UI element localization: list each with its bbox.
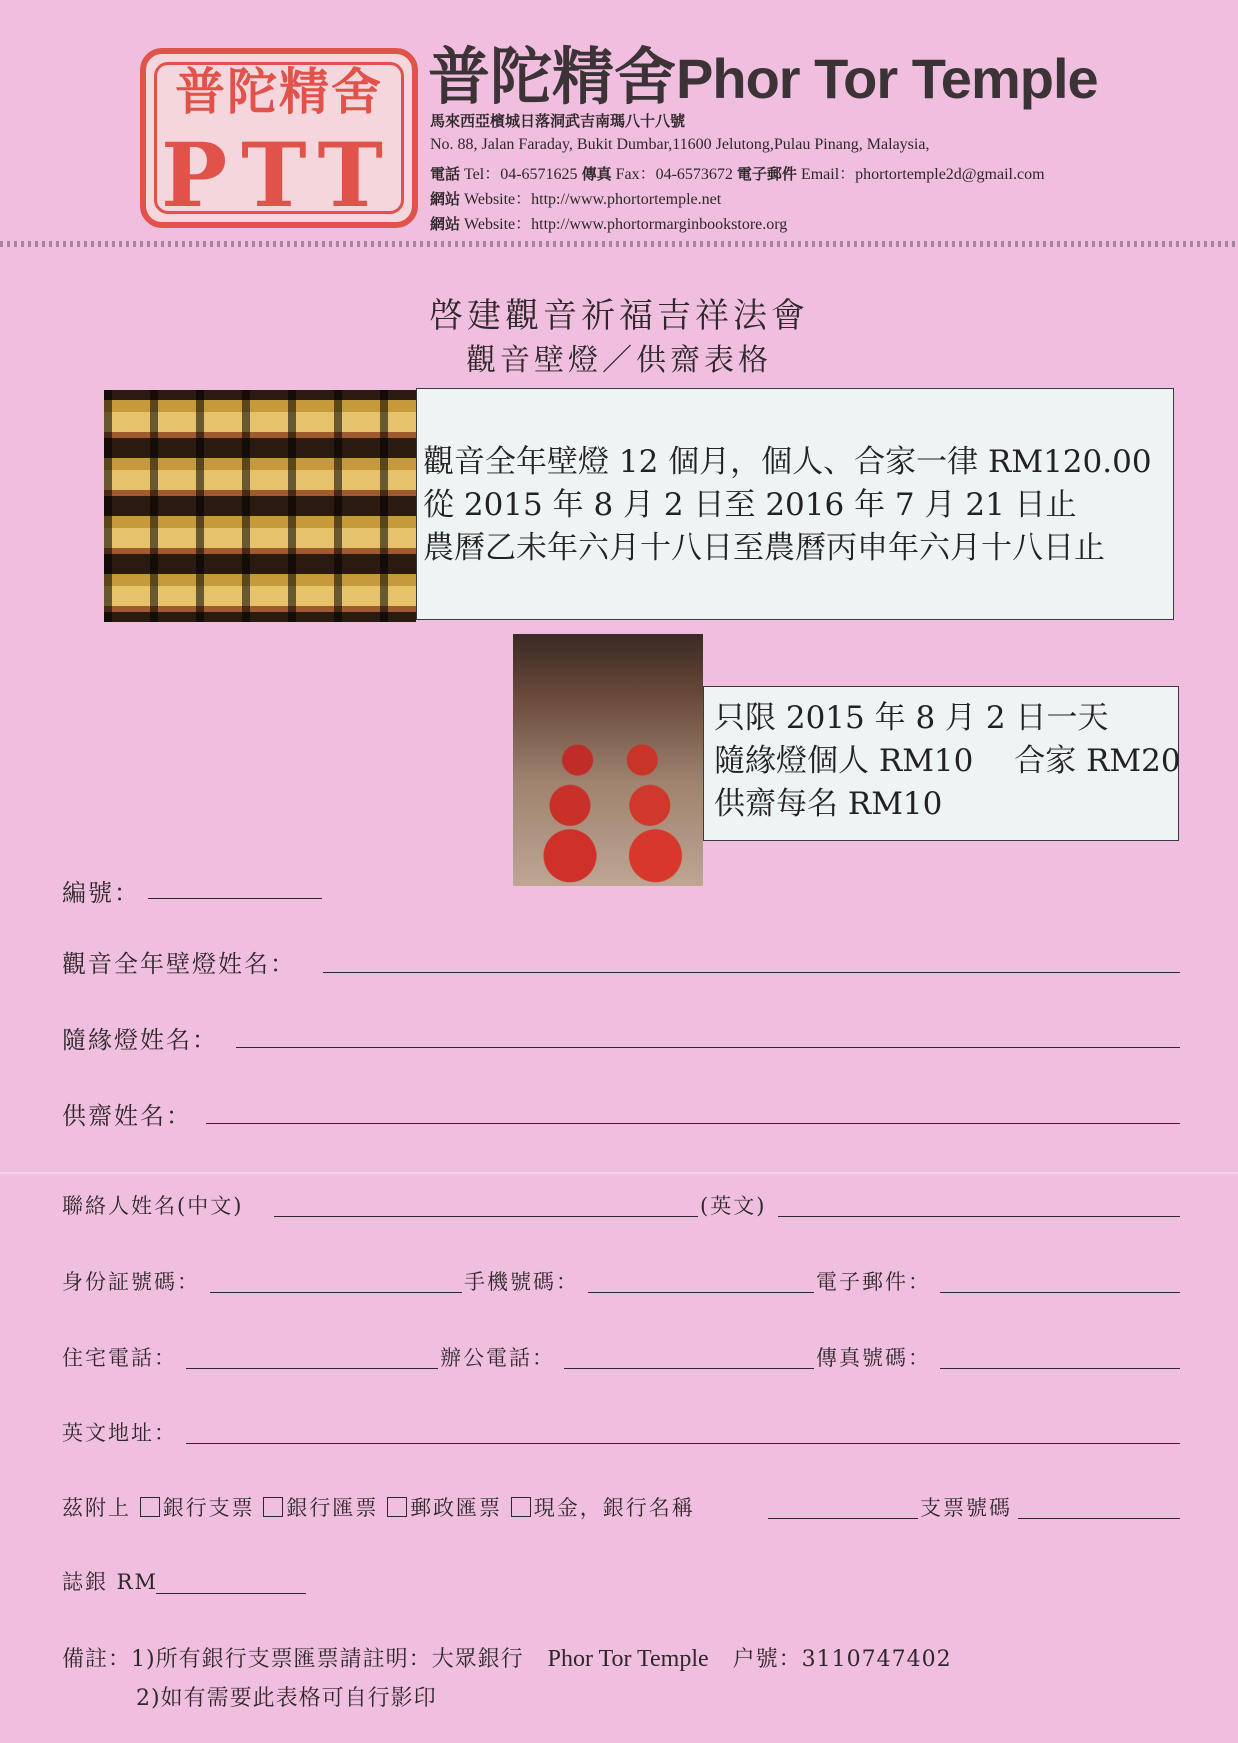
address-en: No. 88, Jalan Faraday, Bukit Dumbar,11600 Jelutong,Pulau Pinang, Malaysia,	[430, 136, 930, 153]
note-1-account-no: 户號：3110747402	[732, 1647, 952, 1672]
notes-prefix: 備註：	[62, 1647, 132, 1672]
cheque-no-line[interactable]	[1018, 1518, 1180, 1519]
offering-name-line[interactable]	[206, 1123, 1180, 1124]
contact-cn-label: 聯絡人姓名(中文)	[62, 1194, 244, 1218]
random-lamp-name-label: 隨緣燈姓名：	[62, 1026, 218, 1054]
annual-lamp-price: 觀音全年壁燈 12 個月，個人、合家一律 RM120.00	[423, 444, 1152, 480]
website-line-1	[430, 186, 721, 209]
address-en-label: 英文地址：	[62, 1421, 177, 1445]
ic-label: 身份証號碼：	[62, 1270, 200, 1294]
email-value: Email：phortortemple2d@gmail.com	[800, 166, 1045, 183]
mobile-label: 手機號碼：	[464, 1270, 579, 1294]
temple-name-cn: 普陀精舍	[428, 40, 677, 113]
temple-logo-seal	[140, 48, 418, 228]
payment-row	[62, 1492, 695, 1522]
note-line-2: 2)如有需要此表格可自行影印	[136, 1686, 437, 1711]
one-day-info-box	[703, 686, 1179, 841]
one-day-date: 只限 2015 年 8 月 2 日一天	[714, 700, 1109, 736]
fax-label: 傳真	[581, 165, 612, 183]
note-1-account-name: Phor Tor Temple	[547, 1646, 709, 1672]
contact-line	[430, 161, 1045, 184]
serial-input-line[interactable]	[148, 898, 322, 899]
temple-name	[428, 40, 1098, 116]
candles-photo	[513, 634, 703, 886]
annual-lamp-info-box	[416, 388, 1174, 620]
wall-lamps-photo	[104, 390, 416, 622]
postal-checkbox[interactable]	[387, 1497, 407, 1517]
contact-cn-line[interactable]	[274, 1216, 698, 1217]
note-line-1	[62, 1642, 952, 1673]
annual-lamp-lunar-dates: 農曆乙未年六月十八日至農曆丙申年六月十八日止	[423, 530, 1105, 566]
paper-fold-line	[0, 1172, 1238, 1174]
postal-option-label: 郵政匯票	[410, 1496, 503, 1520]
office-tel-line[interactable]	[564, 1368, 814, 1369]
ic-line[interactable]	[210, 1292, 462, 1293]
annual-lamp-name-label: 觀音全年壁燈姓名：	[62, 950, 296, 978]
email-field-label: 電子郵件：	[816, 1270, 931, 1294]
fax-field-line[interactable]	[940, 1368, 1180, 1369]
seal-ptt-text: PTT	[160, 123, 397, 227]
cheque-checkbox[interactable]	[140, 1497, 160, 1517]
mobile-line[interactable]	[588, 1292, 814, 1293]
home-tel-line[interactable]	[186, 1368, 438, 1369]
address-cn: 馬來西亞檳城日落洞武吉南瑪八十八號	[430, 112, 686, 130]
cash-checkbox[interactable]	[511, 1497, 531, 1517]
amount-label: 誌銀 RM	[62, 1570, 158, 1594]
form-title-main: 啓建觀音祈福吉祥法會	[429, 296, 809, 336]
cash-option-label: 現金，銀行名稱	[533, 1496, 695, 1520]
form-title-sub: 觀音壁燈／供齋表格	[466, 343, 772, 378]
seal-chinese-text: 普陀精舍	[175, 63, 383, 121]
serial-label: 編號：	[62, 879, 140, 907]
annual-lamp-name-line[interactable]	[323, 972, 1180, 973]
amount-line[interactable]	[156, 1593, 306, 1594]
website1-label: 網站	[430, 190, 461, 208]
cheque-option-label: 銀行支票	[162, 1496, 255, 1520]
tel-value: Tel：04-6571625	[464, 166, 578, 183]
email-field-line[interactable]	[940, 1292, 1180, 1293]
email-label: 電子郵件	[736, 165, 797, 183]
fax-field-label: 傳真號碼：	[816, 1346, 931, 1370]
random-lamp-name-line[interactable]	[236, 1047, 1180, 1048]
annual-lamp-dates: 從 2015 年 8 月 2 日至 2016 年 7 月 21 日止	[423, 487, 1077, 523]
fax-value: Fax：04-6573672	[615, 166, 733, 183]
website1-value: Website：http://www.phortortemple.net	[464, 191, 722, 208]
tel-label: 電話	[430, 165, 461, 183]
website2-value: Website：http://www.phortormarginbookstore.org	[464, 216, 788, 233]
temple-name-en: Phor Tor Temple	[676, 47, 1098, 110]
cheque-no-label: 支票號碼	[920, 1496, 1012, 1520]
draft-option-label: 銀行匯票	[286, 1496, 379, 1520]
offering-price: 供齋每名 RM10	[714, 786, 943, 822]
website2-label: 網站	[430, 215, 461, 233]
random-lamp-price: 隨緣燈個人 RM10 合家 RM20	[714, 743, 1181, 779]
enclosed-label: 茲附上	[62, 1496, 131, 1520]
note-1-text: 1)所有銀行支票匯票請註明：大眾銀行	[131, 1647, 524, 1672]
home-tel-label: 住宅電話：	[62, 1346, 177, 1370]
offering-name-label: 供齋姓名：	[62, 1102, 192, 1130]
office-tel-label: 辦公電話：	[440, 1346, 555, 1370]
header-divider	[0, 241, 1238, 247]
contact-en-label: (英文)	[700, 1194, 767, 1218]
draft-checkbox[interactable]	[263, 1497, 283, 1517]
address-en-line[interactable]	[186, 1443, 1180, 1444]
bank-name-line[interactable]	[768, 1518, 918, 1519]
website-line-2	[430, 211, 787, 234]
contact-en-line[interactable]	[778, 1216, 1180, 1217]
